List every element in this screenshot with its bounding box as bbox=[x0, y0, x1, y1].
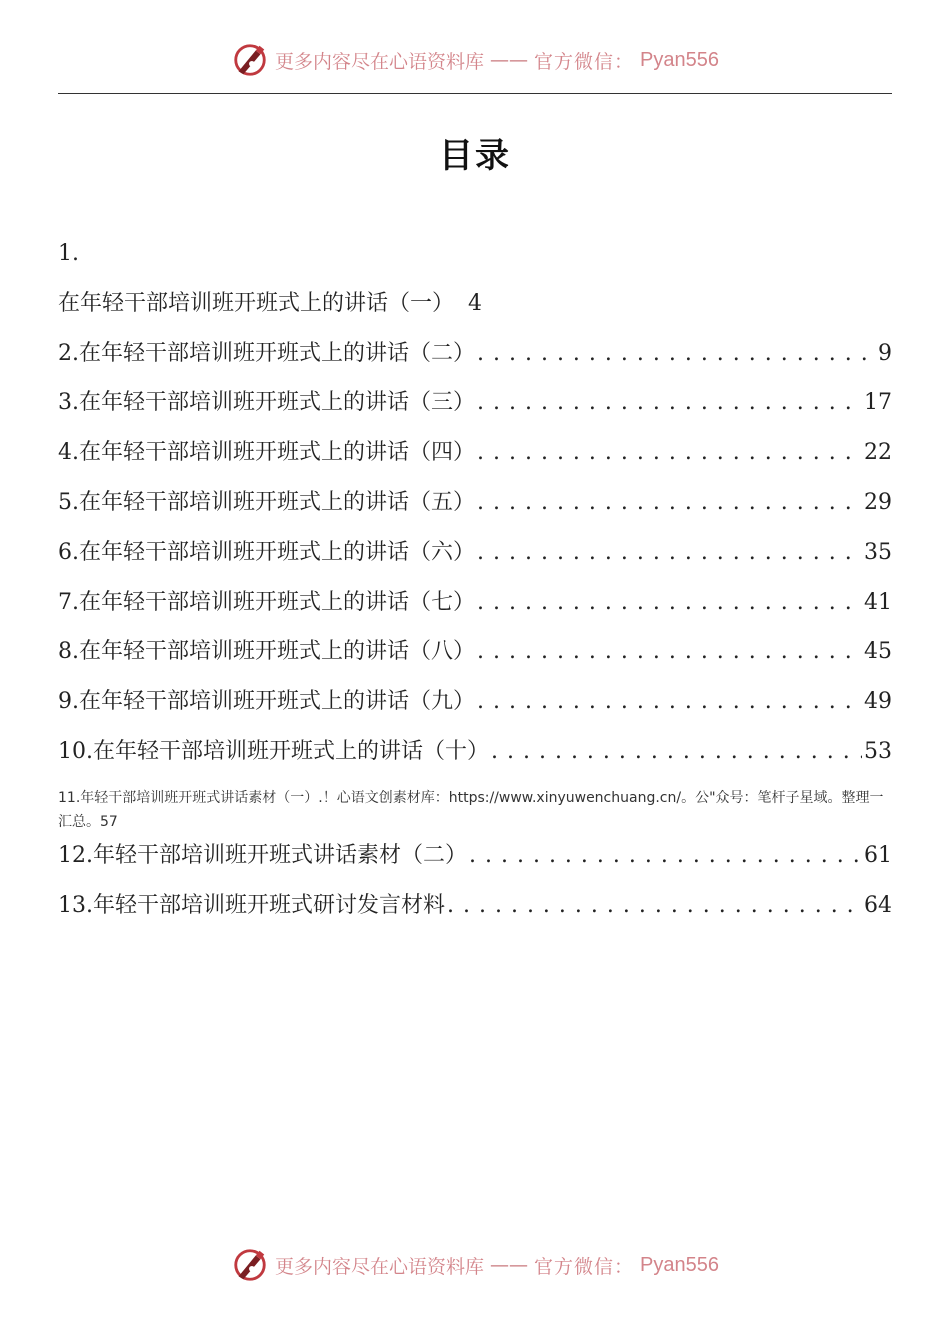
toc-entry-number: 10. bbox=[58, 738, 93, 764]
toc-entry[interactable] bbox=[58, 634, 892, 684]
toc-entry[interactable] bbox=[58, 286, 892, 336]
toc-leader-dots bbox=[447, 888, 862, 924]
toc-leader-dots bbox=[477, 634, 862, 670]
toc-entry[interactable] bbox=[58, 535, 892, 585]
footer-watermark bbox=[0, 1245, 950, 1285]
toc-leader-dots bbox=[477, 485, 862, 521]
toc-entry[interactable] bbox=[58, 585, 892, 635]
watermark-text: 更多内容尽在心语资料库 bbox=[275, 1255, 485, 1278]
toc-leader-dots bbox=[477, 535, 862, 571]
toc-leader-dots bbox=[477, 585, 862, 621]
pen-logo-icon bbox=[231, 1246, 269, 1284]
toc-entry-number: 1. bbox=[58, 241, 79, 266]
toc-entry[interactable] bbox=[58, 236, 892, 286]
toc-entry-number: 2. bbox=[58, 340, 79, 366]
toc-entry[interactable] bbox=[58, 336, 892, 386]
watermark-wechat-id: Pyan556 bbox=[640, 48, 719, 71]
watermark-wechat-label: 官方微信： bbox=[534, 50, 635, 73]
toc-entry-title: 在年轻干部培训班开班式上的讲话（七） bbox=[79, 589, 476, 615]
toc-entry-title: 在年轻干部培训班开班式上的讲话（一） bbox=[58, 290, 455, 316]
page-title: 目录 bbox=[439, 136, 511, 176]
toc-entry[interactable] bbox=[58, 888, 892, 938]
toc-entry-title: 在年轻干部培训班开班式上的讲话（八） bbox=[79, 639, 476, 665]
toc-entry[interactable] bbox=[58, 684, 892, 734]
toc-entry[interactable] bbox=[58, 485, 892, 535]
toc-leader-dots bbox=[491, 734, 862, 770]
toc-entry-page: 41 bbox=[864, 589, 892, 615]
toc-entry-number: 8. bbox=[58, 639, 79, 665]
toc-entry-number: 4. bbox=[58, 440, 79, 466]
toc-entry-title: 年轻干部培训班开班式研讨发言材料 bbox=[93, 892, 446, 918]
watermark-wechat-id: Pyan556 bbox=[640, 1253, 719, 1276]
toc-entry-title: 年轻干部培训班开班式讲话素材（二） bbox=[93, 842, 468, 868]
watermark-text: 更多内容尽在心语资料库 bbox=[275, 50, 485, 73]
toc-entry-page: 49 bbox=[864, 689, 892, 715]
toc-leader-dots bbox=[477, 336, 876, 372]
toc-entry-number: 7. bbox=[58, 589, 79, 615]
toc-entry-title: 在年轻干部培训班开班式上的讲话（二） bbox=[79, 340, 476, 366]
toc-entry-title: 在年轻干部培训班开班式上的讲话（十） bbox=[93, 738, 490, 764]
toc-entry-title: 在年轻干部培训班开班式上的讲话（四） bbox=[79, 440, 476, 466]
watermark-separator: —— bbox=[490, 1254, 529, 1276]
table-of-contents bbox=[58, 236, 892, 937]
toc-entry-page: 17 bbox=[864, 390, 892, 416]
toc-entry-title: 在年轻干部培训班开班式上的讲话（九） bbox=[79, 689, 476, 715]
toc-entry-number: 5. bbox=[58, 489, 79, 515]
toc-entry-page: 61 bbox=[864, 842, 892, 868]
toc-entry[interactable] bbox=[58, 435, 892, 485]
header-divider bbox=[58, 93, 892, 94]
toc-entry-page: 4 bbox=[468, 290, 483, 316]
pen-logo-icon bbox=[231, 41, 269, 79]
toc-entry-page: 29 bbox=[864, 489, 892, 515]
toc-entry-page: 9 bbox=[878, 340, 892, 366]
toc-leader-dots bbox=[477, 385, 862, 421]
toc-entry-page: 45 bbox=[864, 639, 892, 665]
toc-entry[interactable] bbox=[58, 838, 892, 888]
toc-entry[interactable] bbox=[58, 784, 892, 838]
toc-entry-page: 53 bbox=[864, 738, 892, 764]
toc-leader-dots bbox=[469, 838, 862, 874]
toc-entry-title: 年轻干部培训班开班式讲话素材（一）.！心语文创素材库：https://www.xinyuwenchuang.cn/。公"众号：笔杆子星域。整理一汇总。 bbox=[58, 789, 884, 830]
toc-entry-title: 在年轻干部培训班开班式上的讲话（三） bbox=[79, 390, 476, 416]
toc-entry-number: 11. bbox=[58, 789, 81, 806]
toc-entry-title: 在年轻干部培训班开班式上的讲话（六） bbox=[79, 539, 476, 565]
toc-entry-number: 6. bbox=[58, 539, 79, 565]
toc-entry[interactable] bbox=[58, 385, 892, 435]
toc-entry-page: 64 bbox=[864, 892, 892, 918]
toc-entry-page: 22 bbox=[864, 440, 892, 466]
toc-leader-dots bbox=[477, 435, 862, 471]
toc-entry-number: 12. bbox=[58, 842, 93, 868]
toc-entry-number: 3. bbox=[58, 390, 79, 416]
header-watermark bbox=[0, 40, 950, 80]
toc-entry-number: 9. bbox=[58, 689, 79, 715]
toc-entry-page: 57 bbox=[100, 813, 118, 830]
watermark-separator: —— bbox=[490, 49, 529, 71]
toc-entry-title: 在年轻干部培训班开班式上的讲话（五） bbox=[79, 489, 476, 515]
toc-entry[interactable] bbox=[58, 734, 892, 784]
toc-leader-dots bbox=[477, 684, 862, 720]
watermark-wechat-label: 官方微信： bbox=[534, 1255, 635, 1278]
toc-entry-page: 35 bbox=[864, 539, 892, 565]
toc-entry-number: 13. bbox=[58, 892, 93, 918]
